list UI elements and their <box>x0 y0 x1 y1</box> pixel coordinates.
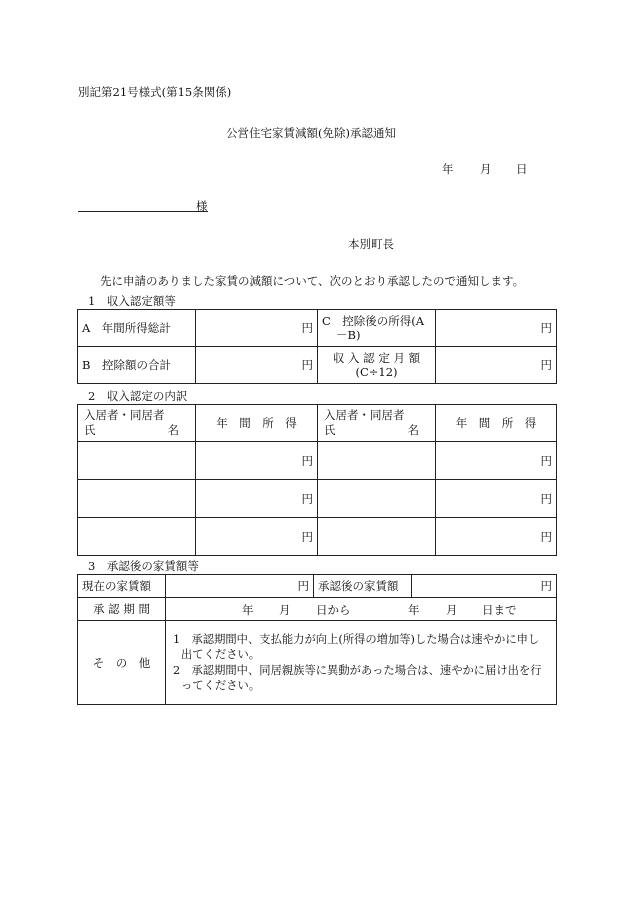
resident-name-header-2-line1: 入居者・同居者 <box>324 408 405 422</box>
addressee-line <box>78 197 208 212</box>
date-year: 年 <box>442 162 454 176</box>
income-summary-table <box>77 309 557 384</box>
deduction-total-value: 円 <box>196 347 318 384</box>
approval-period-value <box>166 598 557 621</box>
name-header-given-2: 名 <box>407 423 419 437</box>
resident-name-cell <box>318 442 436 480</box>
section2-heading: 2 収入認定の内訳 <box>88 389 188 403</box>
resident-name-cell <box>318 518 436 556</box>
form-id: 別記第21号様式(第15条関係) <box>78 85 232 99</box>
resident-name-header-2 <box>318 405 436 442</box>
note-2-line2: ってください。 <box>181 679 261 692</box>
income-breakdown-table <box>77 404 557 556</box>
net-income-label <box>318 310 436 347</box>
note-1-line1: 1 承認期間中、支払能力が向上(所得の増加等)した場合は速やかに申し <box>173 632 540 646</box>
note-1-line2: 出てください。 <box>181 648 261 661</box>
approved-rent-table <box>77 574 557 705</box>
intro-text: 先に申請のありました家賃の減額について、次のとおり承認したので通知します。 <box>100 274 525 288</box>
resident-name-header-line1: 入居者・同居者 <box>84 408 165 422</box>
current-rent-value: 円 <box>166 575 314 598</box>
name-header-given: 名 <box>167 423 179 437</box>
net-income-value: 円 <box>436 310 557 347</box>
annual-income-cell: 円 <box>436 518 557 556</box>
period-from-year: 年 <box>242 603 254 617</box>
addressee-suffix: 様 <box>196 199 208 213</box>
total-income-value: 円 <box>196 310 318 347</box>
document-title: 公営住宅家賃減額(免除)承認通知 <box>226 126 396 140</box>
approval-period-label: 承 認 期 間 <box>78 598 166 621</box>
monthly-income-label <box>318 347 436 384</box>
resident-name-cell <box>318 480 436 518</box>
annual-income-header: 年 間 所 得 <box>196 405 318 442</box>
annual-income-header-2: 年 間 所 得 <box>436 405 557 442</box>
period-from-month: 月 <box>279 603 291 617</box>
net-income-label-line2: －B) <box>336 328 361 342</box>
name-header-surname-2: 氏 <box>324 423 336 437</box>
period-to-year: 年 <box>408 603 420 617</box>
note-2-line1: 2 承認期間中、同居親族等に異動があった場合は、速やかに届け出を行 <box>173 663 542 677</box>
period-to-month: 月 <box>446 603 458 617</box>
date-month: 月 <box>480 162 492 176</box>
name-header-surname: 氏 <box>84 423 96 437</box>
section1-heading: 1 収入認定額等 <box>88 294 176 308</box>
table-row <box>78 518 557 556</box>
resident-name-header <box>78 405 196 442</box>
section3-heading: 3 承認後の家賃額等 <box>88 559 199 573</box>
resident-name-header-line2 <box>84 423 191 438</box>
resident-name-header-2-line2 <box>324 423 431 438</box>
resident-name-cell <box>78 442 196 480</box>
approved-rent-value: 円 <box>412 575 557 598</box>
table-row <box>78 442 557 480</box>
issuer: 本別町長 <box>348 237 394 251</box>
period-from-day: 日から <box>316 603 351 617</box>
total-income-label: A 年間所得総計 <box>78 310 196 347</box>
monthly-income-value: 円 <box>436 347 557 384</box>
resident-name-cell <box>78 480 196 518</box>
current-rent-label: 現在の家賃額 <box>78 575 166 598</box>
annual-income-cell: 円 <box>196 518 318 556</box>
annual-income-cell: 円 <box>196 442 318 480</box>
annual-income-cell: 円 <box>436 480 557 518</box>
other-label: そ の 他 <box>78 621 166 705</box>
period-to-day: 日まで <box>482 603 517 617</box>
approved-rent-label: 承認後の家賃額 <box>314 575 412 598</box>
monthly-income-label-line2: (C÷12) <box>355 365 398 379</box>
annual-income-cell: 円 <box>436 442 557 480</box>
net-income-label-line1: C 控除後の所得(A <box>322 314 425 328</box>
annual-income-cell: 円 <box>196 480 318 518</box>
deduction-total-label: B 控除額の合計 <box>78 347 196 384</box>
date-day: 日 <box>516 162 528 176</box>
monthly-income-label-line1: 収 入 認 定 月 額 <box>332 351 421 365</box>
other-notes <box>166 621 557 705</box>
table-row <box>78 480 557 518</box>
resident-name-cell <box>78 518 196 556</box>
